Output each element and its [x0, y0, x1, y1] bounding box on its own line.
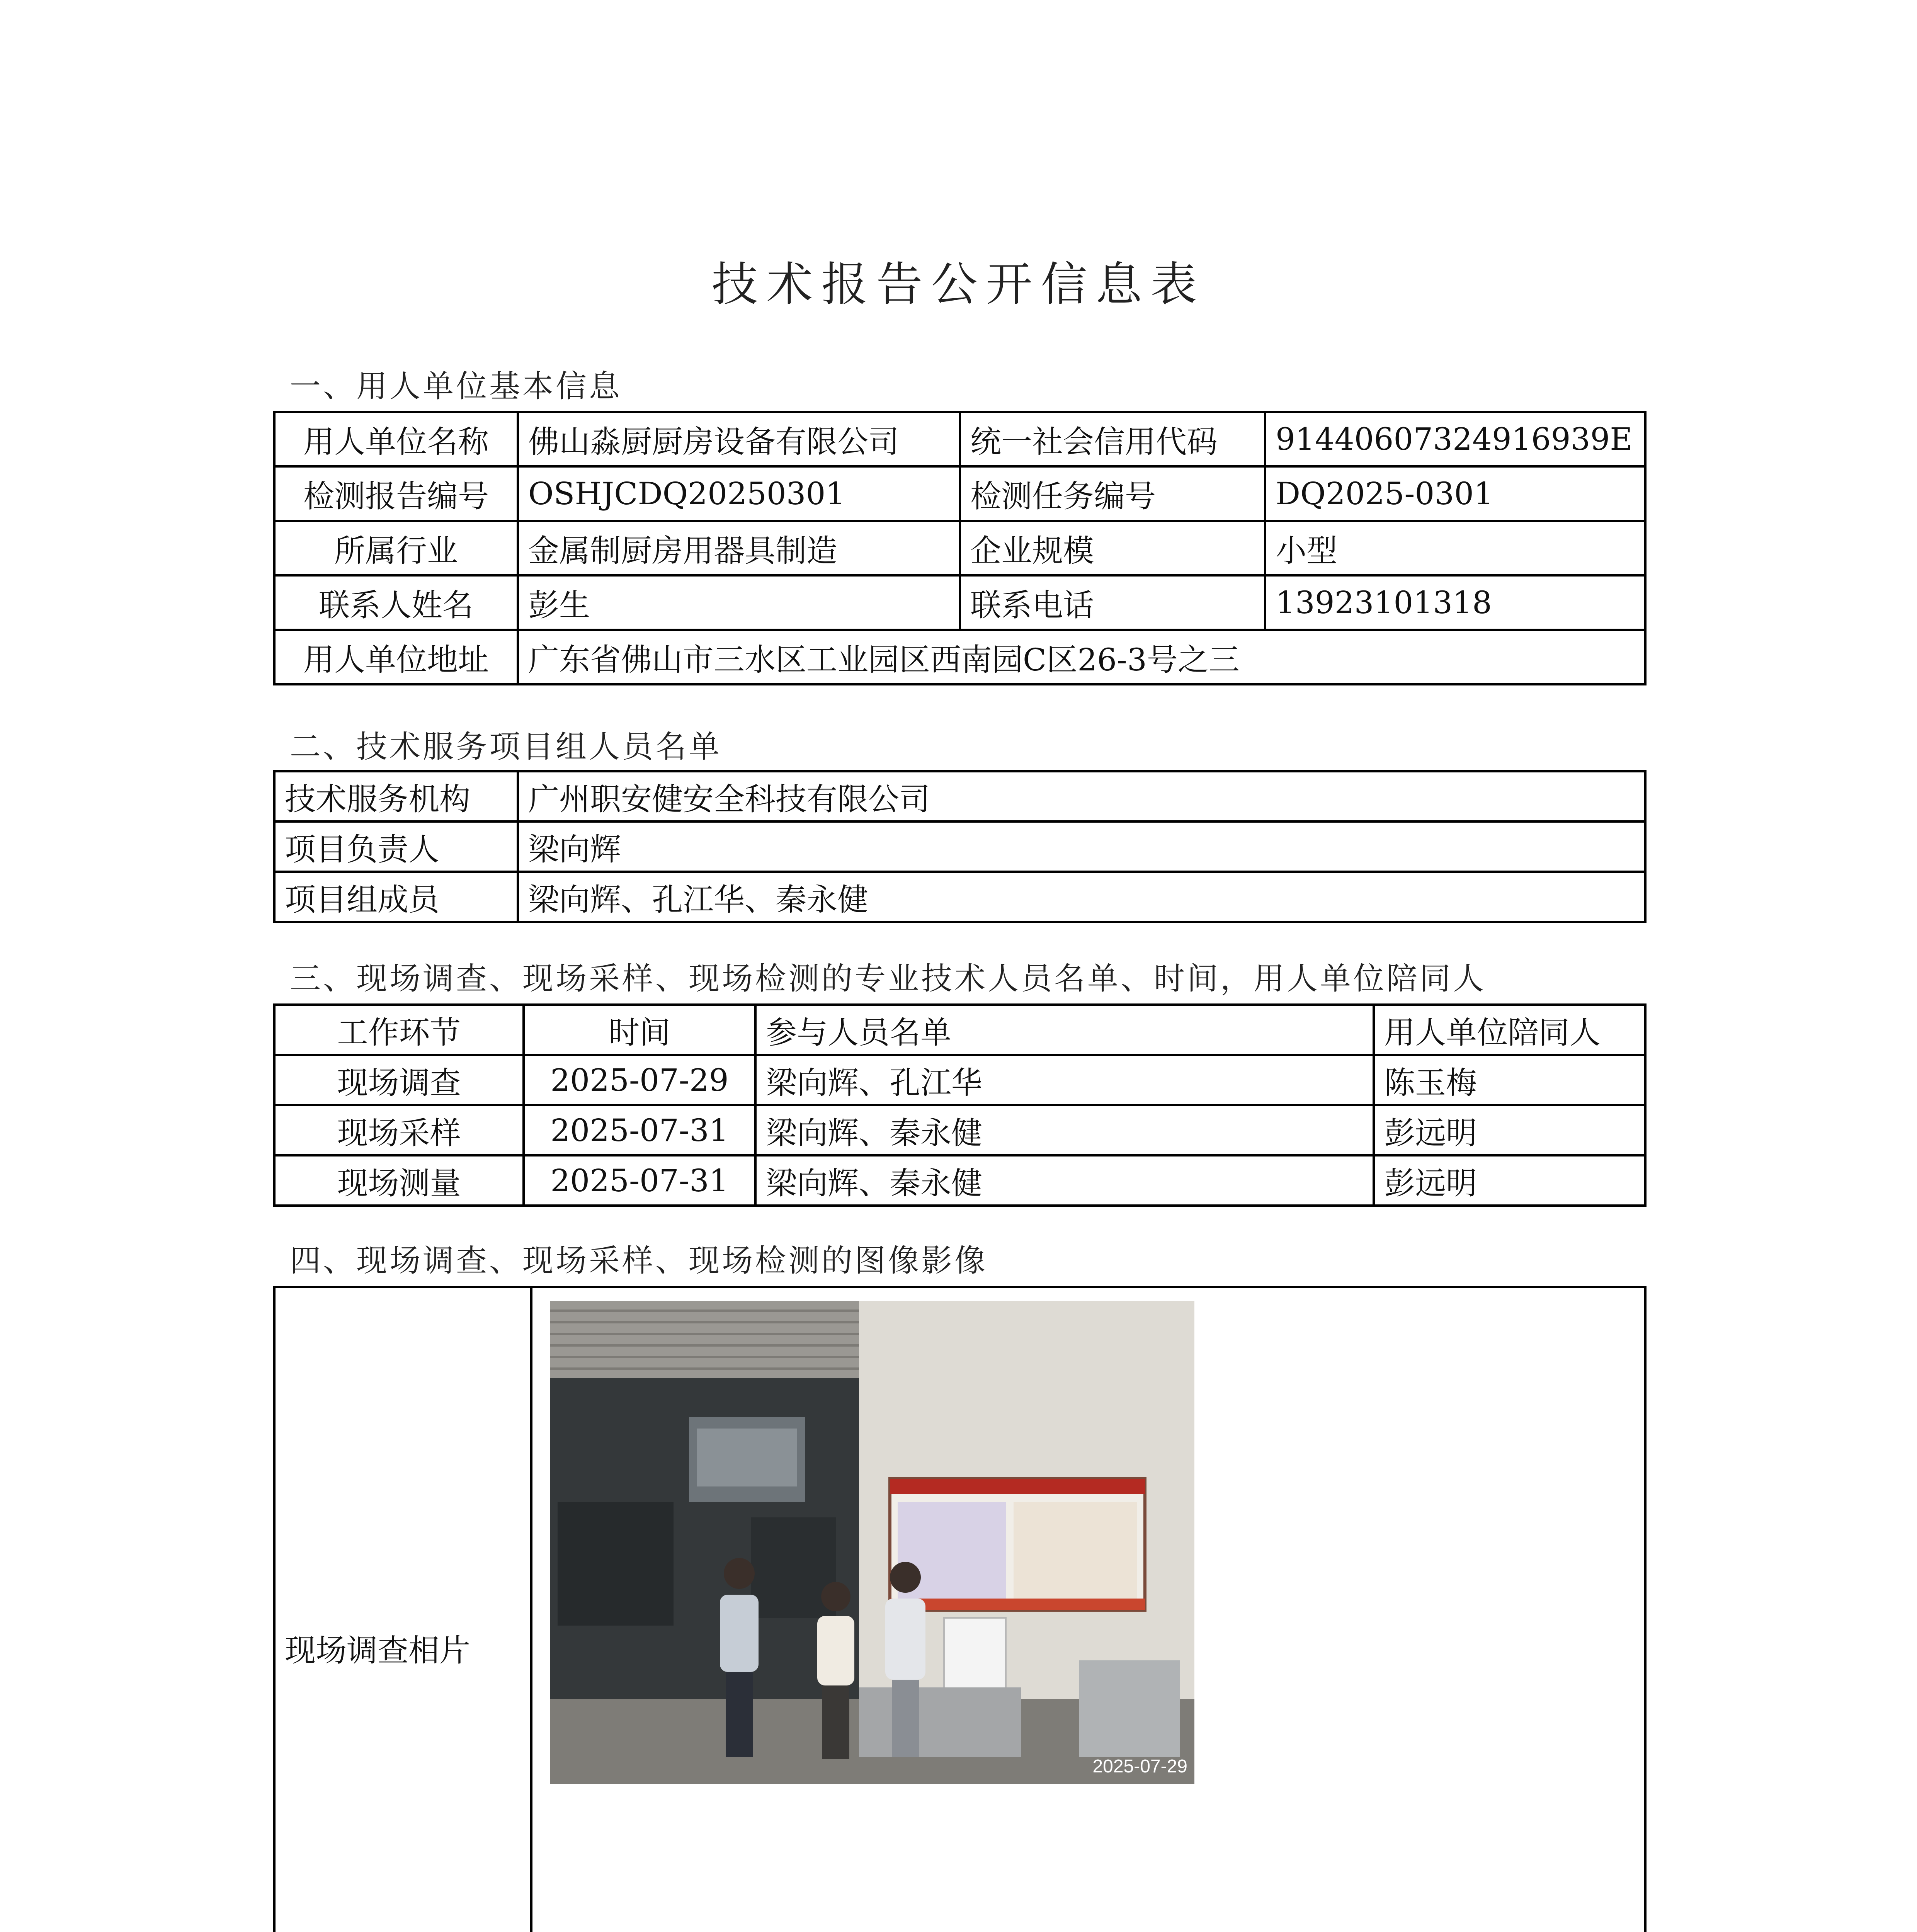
column-header: 工作环节 — [274, 1005, 524, 1055]
label-cell: 企业规模 — [960, 521, 1265, 575]
table-row — [274, 521, 1645, 575]
label-cell: 检测报告编号 — [274, 466, 518, 521]
value-cell: 13923101318 — [1265, 575, 1645, 630]
table-row — [274, 821, 1645, 872]
label-cell: 联系人姓名 — [274, 575, 518, 630]
date-cell: 2025-07-31 — [524, 1105, 755, 1155]
value-cell: 彭生 — [518, 575, 960, 630]
address-label: 用人单位地址 — [274, 630, 518, 684]
onsite-personnel-table — [273, 1003, 1647, 1207]
label-cell: 所属行业 — [274, 521, 518, 575]
photo-cell — [531, 1287, 1645, 1932]
section1-heading: 一、用人单位基本信息 — [290, 368, 622, 404]
date-cell: 2025-07-31 — [524, 1155, 755, 1206]
table-row — [274, 872, 1645, 922]
table-row — [274, 1155, 1645, 1206]
photo-timestamp: 2025-07-29 — [1092, 1756, 1187, 1777]
column-header: 时间 — [524, 1005, 755, 1055]
value-cell: 金属制厨房用器具制造 — [518, 521, 960, 575]
column-header: 参与人员名单 — [755, 1005, 1374, 1055]
members-cell: 梁向辉、秦永健 — [755, 1105, 1374, 1155]
value-cell: 佛山淼厨厨房设备有限公司 — [518, 412, 960, 466]
table-row — [274, 1105, 1645, 1155]
employer-info-table — [273, 411, 1647, 685]
value-cell: 广州职安健安全科技有限公司 — [518, 771, 1645, 821]
table-row — [274, 466, 1645, 521]
label-cell: 项目负责人 — [274, 821, 518, 872]
stage-cell: 现场采样 — [274, 1105, 524, 1155]
value-cell: 91440607324916939E — [1265, 412, 1645, 466]
date-cell: 2025-07-29 — [524, 1055, 755, 1105]
table-row — [274, 412, 1645, 466]
document-title: 技术报告公开信息表 — [711, 258, 1206, 311]
column-header: 用人单位陪同人 — [1374, 1005, 1645, 1055]
photo-table — [273, 1286, 1647, 1932]
value-cell: DQ2025-0301 — [1265, 466, 1645, 521]
section4-heading: 四、现场调查、现场采样、现场检测的图像影像 — [290, 1243, 988, 1279]
stage-cell: 现场测量 — [274, 1155, 524, 1206]
table-header-row — [274, 1005, 1645, 1055]
label-cell: 检测任务编号 — [960, 466, 1265, 521]
escort-cell: 彭远明 — [1374, 1155, 1645, 1206]
photo-row-label: 现场调查相片 — [274, 1287, 531, 1932]
label-cell: 统一社会信用代码 — [960, 412, 1265, 466]
stage-cell: 现场调查 — [274, 1055, 524, 1105]
address-value: 广东省佛山市三水区工业园区西南园C区26-3号之三 — [518, 630, 1645, 684]
value-cell: 梁向辉 — [518, 821, 1645, 872]
table-row — [274, 1055, 1645, 1105]
label-cell: 联系电话 — [960, 575, 1265, 630]
escort-cell: 陈玉梅 — [1374, 1055, 1645, 1105]
project-team-table — [273, 770, 1647, 923]
value-cell: OSHJCDQ20250301 — [518, 466, 960, 521]
members-cell: 梁向辉、孔江华 — [755, 1055, 1374, 1105]
site-survey-photo — [550, 1301, 1194, 1784]
members-cell: 梁向辉、秦永健 — [755, 1155, 1374, 1206]
table-row — [274, 1287, 1645, 1932]
table-row — [274, 630, 1645, 684]
label-cell: 项目组成员 — [274, 872, 518, 922]
label-cell: 用人单位名称 — [274, 412, 518, 466]
section3-heading: 三、现场调查、现场采样、现场检测的专业技术人员名单、时间，用人单位陪同人 — [290, 961, 1486, 997]
table-row — [274, 771, 1645, 821]
section2-heading: 二、技术服务项目组人员名单 — [290, 729, 722, 765]
value-cell: 梁向辉、孔江华、秦永健 — [518, 872, 1645, 922]
escort-cell: 彭远明 — [1374, 1105, 1645, 1155]
table-row — [274, 575, 1645, 630]
value-cell: 小型 — [1265, 521, 1645, 575]
label-cell: 技术服务机构 — [274, 771, 518, 821]
